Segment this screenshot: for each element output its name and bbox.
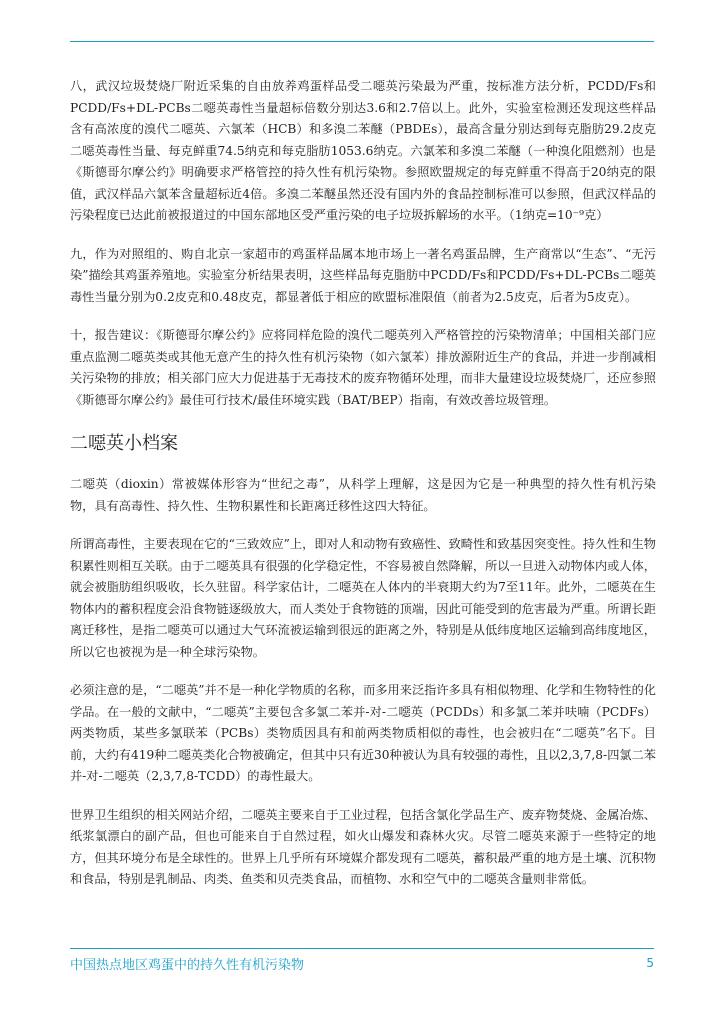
definition-paragraph: 必须注意的是，“二噁英”并不是一种化学物质的名称，而多用来泛指许多具有相似物理、化学和生物特性的化学品。在一般的文献中，“二噁英”主要包含多氯二苯并-对-二噁英（PCDDs）和多氯二苯并呋喃（PCDFs）两类物质，某些多氯联苯（PCBs）类物质因具有和前两类物质相似的毒性，也会被归在“二噁英”名下。目前，大约有419种二噁英类化合物被确定，但其中只有近30种被认为具有较强的毒性，且以2,3,7,8-四氯二苯并-对-二噁英（2,3,7,8-TCDD）的毒性最大。	[70, 683, 656, 783]
toxicity-paragraph: 所谓高毒性，主要表现在它的“三致效应”上，即对人和动物有致癌性、致畸性和致基因突变性。持久性和生物积累性则相互关联。由于二噁英具有很强的化学稳定性，不容易被自然降解，所以一旦进入动物体内或人体，就会被脂肪组织吸收，长久驻留。科学家估计，二噁英在人体内的半衰期大约为7至11年。此外，二噁英在生物体内的蓄积程度会沿食物链逐级放大，而人类处于食物链的顶端，因此可能受到的危害最为严重。所谓长距离迁移性，是指二噁英可以通过大气环流被运输到很远的距离之外，特别是从低纬度地区运输到高纬度地区，所以它也被视为是一种全球污染物。	[70, 537, 656, 659]
dioxin-intro-paragraph: 二噁英（dioxin）常被媒体形容为“世纪之毒”，从科学上理解，这是因为它是一种典型的持久性有机污染物，具有高毒性、持久性、生物积累性和长距离迁移性这四大特征。	[70, 477, 656, 513]
paragraph-nine: 九，作为对照组的、购自北京一家超市的鸡蛋样品属本地市场上一著名鸡蛋品牌，生产商常以“生态”、“无污染”描绘其鸡蛋养殖地。实验室分析结果表明，这些样品每克脂肪中PCDD/Fs和PCDD/Fs+DL-PCBs二噁英毒性当量分别为0.2皮克和0.48皮克，都显著低于相应的欧盟标准限值（前者为2.5皮克，后者为5皮克）。	[70, 246, 656, 304]
header-divider	[70, 41, 654, 42]
page-body	[70, 76, 656, 908]
page-number: 5	[646, 956, 654, 970]
footer-title: 中国热点地区鸡蛋中的持久性有机污染物	[70, 958, 305, 973]
paragraph-ten: 十，报告建议：《斯德哥尔摩公约》应将同样危险的溴代二噁英列入严格管控的污染物清单；中国相关部门应重点监测二噁英类或其他无意产生的持久性有机污染物（如六氯苯）排放源附近生产的食品，并进一步削减相关污染物的排放；相关部门应大力促进基于无毒技术的废弃物循环处理，而非大量建设垃圾焚烧厂，还应参照《斯德哥尔摩公约》最佳可行技术/最佳环境实践（BAT/BEP）指南，有效改善垃圾管理。	[70, 328, 656, 407]
footer-divider	[70, 948, 654, 949]
paragraph-eight: 八，武汉垃圾焚烧厂附近采集的自由放养鸡蛋样品受二噁英污染最为严重，按标准方法分析，PCDD/Fs和PCDD/Fs+DL-PCBs二噁英毒性当量超标倍数分别达3.6和2.7倍以上。此外，实验室检测还发现这些样品含有高浓度的溴代二噁英、六氯苯（HCB）和多溴二苯醚（PBDEs），最高含量分别达到每克脂肪29.2皮克二噁英毒性当量、每克鲜重74.5纳克和每克脂肪1053.6纳克。六氯苯和多溴二苯醚（一种溴化阻燃剂）也是《斯德哥尔摩公约》明确要求严格管控的持久性有机污染物。参照欧盟规定的每克鲜重不得高于20纳克的限值，武汉样品六氯苯含量超标近4倍。多溴二苯醚虽然还没有国内外的食品控制标准可以参照，但武汉样品的污染程度已达此前被报道过的中国东部地区受严重污染的电子垃圾拆解场的水平。（1纳克=10⁻⁹克）	[70, 79, 656, 222]
sources-paragraph: 世界卫生组织的相关网站介绍，二噁英主要来自于工业过程，包括含氯化学品生产、废弃物焚烧、金属冶炼、纸浆氯漂白的副产品，但也可能来自于自然过程，如火山爆发和森林火灾。尽管二噁英来源于一些特定的地方，但其环境分布是全球性的。世界上几乎所有环境媒介都发现有二噁英，蓄积最严重的地方是土壤、沉积物和食品，特别是乳制品、肉类、鱼类和贝壳类食品，而植物、水和空气中的二噁英含量则非常低。	[70, 807, 656, 886]
section-title: 二噁英小档案	[70, 433, 178, 454]
